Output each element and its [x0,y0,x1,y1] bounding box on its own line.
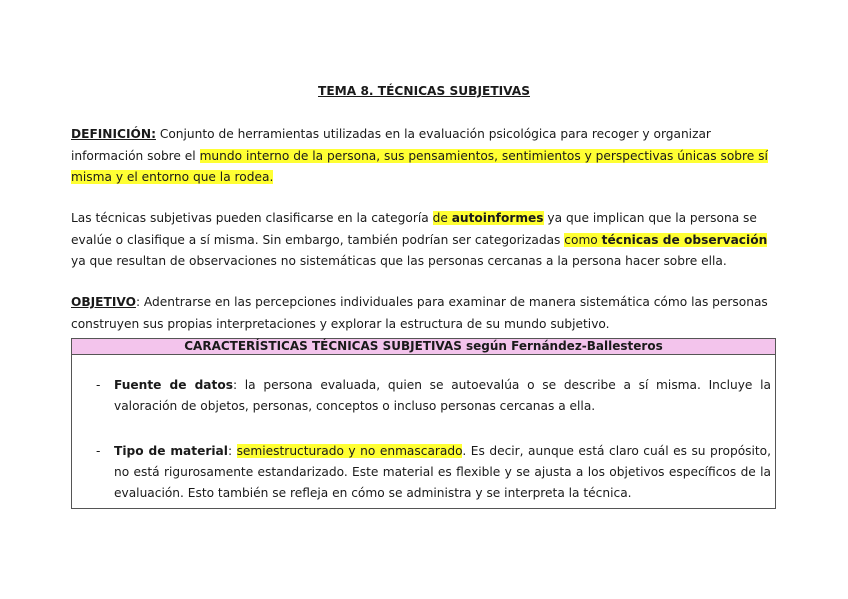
classification-text-1: Las técnicas subjetivas pueden clasificarse en la categoría [71,211,433,225]
characteristic-label: Fuente de datos [114,378,233,392]
bullet-dash: - [96,378,101,392]
characteristic-text: . Es decir, aunque está claro cuál es su propósito, no está rigurosamente estandarizado. Este material es flexible y se ajusta a los objetivos específicos de la evaluación. Esto también se refleja en cómo se administra y se interpreta la técnica. [114,444,772,500]
characteristics-header: CARACTERÍSTICAS TÉCNICAS SUBJETIVAS según Fernández-Ballesteros [72,339,775,355]
material-highlight: semiestructurado y no enmascarado [236,444,463,458]
autoinformes-highlight [433,211,544,225]
definition-text: Conjunto de herramientas utilizadas en la evaluación psicológica para recoger y organizar información sobre el [71,127,711,163]
objective-text: : Adentrarse en las percepciones individuales para examinar de manera sistemática cómo las personas construyen sus propias interpretaciones y explorar la estructura de su mundo subjetivo. [71,295,768,331]
characteristic-separator: : [227,444,237,458]
observacion-highlight [564,233,767,247]
bullet-dash: - [96,444,101,458]
document-title: TEMA 8. TÉCNICAS SUBJETIVAS [318,84,530,98]
characteristics-table [71,338,776,509]
autoinformes-term: autoinformes [451,211,544,225]
classification-text-2: ya que implican que la persona se evalúe o clasifique a sí misma. Sin embargo, también podrían ser categorizadas [71,211,757,247]
objective-label: OBJETIVO [71,295,136,309]
objective-paragraph [71,292,771,335]
characteristic-text: : la persona evaluada, quien se autoevalúa o se describe a sí misma. Incluye la valoración de objetos, personas, conceptos o incluso personas cercanas a ella. [114,378,771,413]
characteristic-item-data-source [96,375,771,417]
observacion-prefix: como [564,232,602,247]
characteristic-label: Tipo de material [114,444,228,458]
characteristic-item-material-type [96,441,771,504]
classification-text-3: ya que resultan de observaciones no sistemáticas que las personas cercanas a la persona hacer sobre ella. [71,254,727,268]
definition-label: DEFINICIÓN: [71,127,156,141]
definition-paragraph [71,124,771,189]
definition-highlight: mundo interno de la persona, sus pensamientos, sentimientos y perspectivas únicas sobre sí misma y el entorno que la rodea. [71,148,768,184]
observacion-term: técnicas de observación [601,232,768,247]
autoinformes-prefix: de [432,211,452,225]
classification-paragraph [71,208,771,273]
